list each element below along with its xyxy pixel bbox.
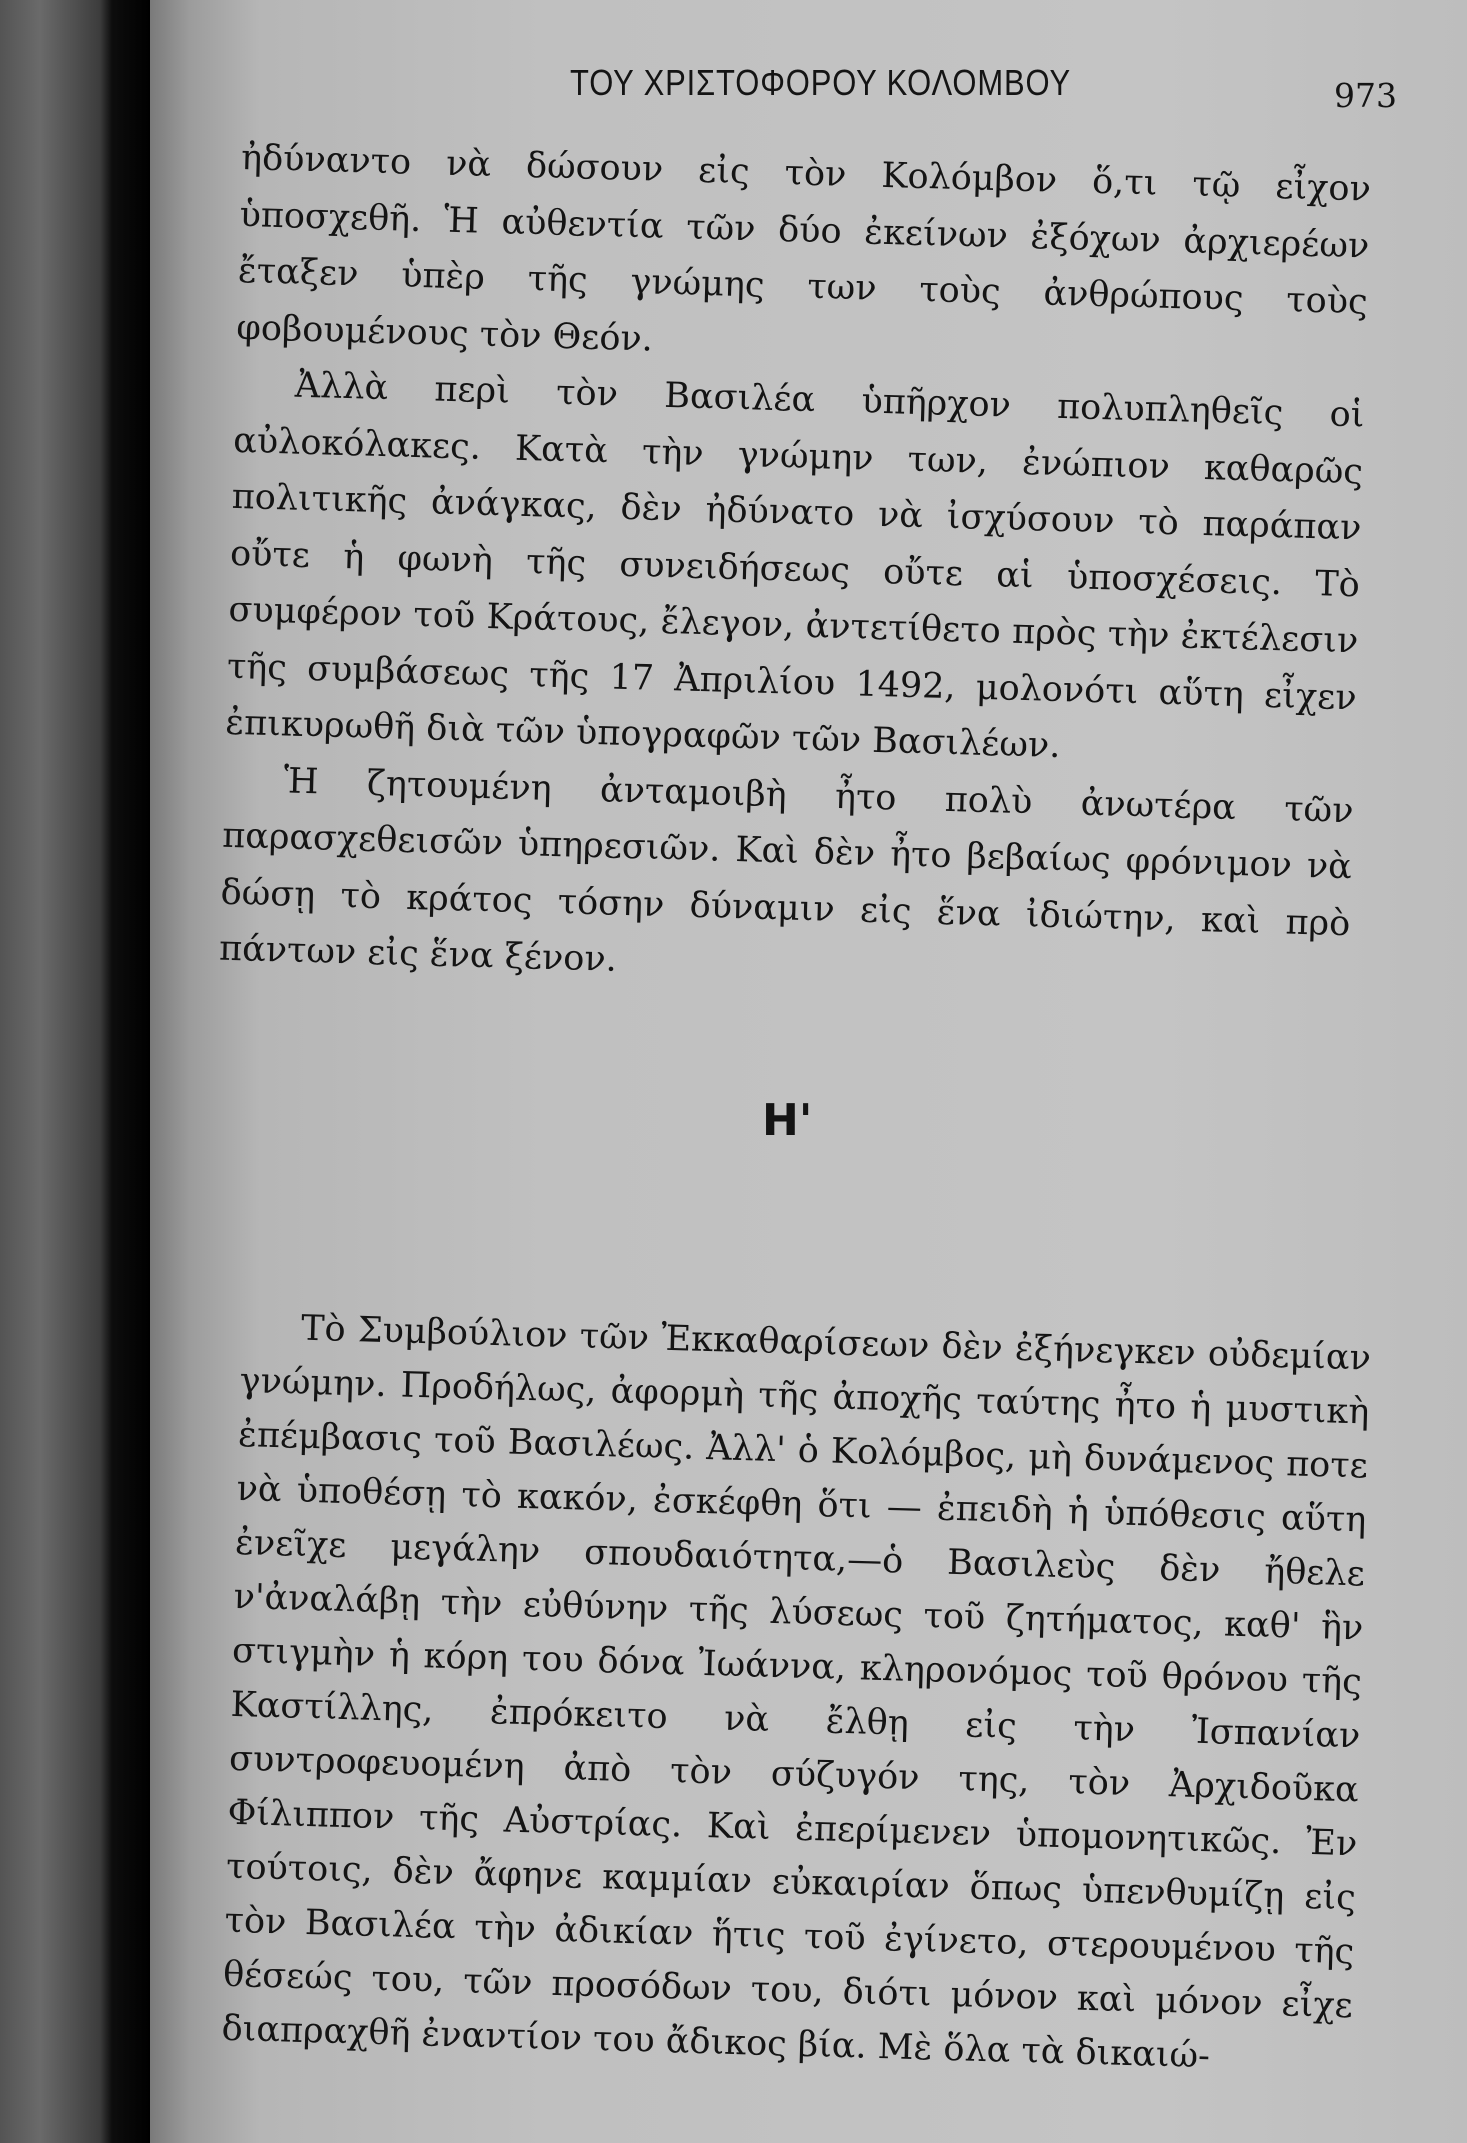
book-binding-shadow (0, 0, 150, 2143)
text-block-top (218, 130, 1371, 1009)
text-block-bottom (221, 1300, 1372, 2087)
running-head-title: ΤΟΥ ΧΡΙΣΤΟΦΟΡΟΥ ΚΟΛΟΜΒΟΥ (570, 62, 1071, 103)
paragraph: Ἡ ζητουμένη ἀνταμοιβὴ ἦτο πολὺ ἀνωτέρα τῶν παρασχεθεισῶν ὑπηρεσιῶν. Καὶ δὲν ἦτο βεβαίως φρόνιμον νὰ δώσῃ τὸ κράτος τόσην δύναμιν εἰς ἕνα ἰδιώτην, καὶ πρὸ πάντων εἰς ἕνα ξένον. (218, 760, 1354, 980)
paragraph: Τὸ Συμβούλιον τῶν Ἐκκαθαρίσεων δὲν ἐξήνεγκεν οὐδεμίαν γνώμην. Προδήλως, ἀφορμὴ τῆς ἀποχῆς ταύτης ἦτο ἡ μυστικὴ ἐπέμβασις τοῦ Βασιλέως. Ἀλλ' ὁ Κολόμβος, μὴ δυνάμενος ποτε νὰ ὑποθέσῃ τὸ κακόν, ἐσκέφθη ὅτι — ἐπειδὴ ἡ ὑπόθεσις αὕτη ἐνεῖχε μεγάλην σπουδαιότητα,—ὁ Βασιλεὺς δὲν ἤθελε ν'ἀναλάβῃ τὴν εὐθύνην τῆς λύσεως τοῦ ζητήματος, καθ' ἣν στιγμὴν ἡ κόρη του δόνα Ἰωάννα, κληρονόμος τοῦ θρόνου τῆς Καστίλλης, ἐπρόκειτο νὰ ἔλθῃ εἰς τὴν Ἰσπανίαν συντροφευομένη ἀπὸ τὸν σύζυγόν της, τὸν Ἀρχιδοῦκα Φίλιππον τῆς Αὐστρίας. Καὶ ἐπερίμενεν ὑπομονητικῶς. Ἐν τούτοις, δὲν ἄφηνε καμμίαν εὐκαιρίαν ὅπως ὑπενθυμίζῃ εἰς τὸν Βασιλέα τὴν ἀδικίαν ἥτις τοῦ ἐγίνετο, στερουμένου τῆς θέσεώς του, τῶν προσόδων του, διότι μόνον καὶ μόνον εἶχε διαπραχθῆ ἐναντίον του ἄδικος βία. Μὲ ὅλα τὰ δικαιώ- (221, 1308, 1372, 2077)
section-heading: Η' (762, 1095, 813, 1146)
book-page (150, 0, 1467, 2143)
paragraph: Ἀλλὰ περὶ τὸν Βασιλέα ὑπῆρχον πολυπληθεῖς οἱ αὐλοκόλακες. Κατὰ τὴν γνώμην των, ἐνώπιον καθαρῶς πολιτικῆς ἀνάγκας, δὲν ἠδύνατο νὰ ἰσχύσουν τὸ παράπαν οὔτε ἡ φωνὴ τῆς συνειδήσεως οὔτε αἱ ὑποσχέσεις. Τὸ συμφέρον τοῦ Κράτους, ἔλεγον, ἀντετίθετο πρὸς τὴν ἐκτέλεσιν τῆς συμβάσεως τῆς 17 Ἀπριλίου 1492, μολονότι αὕτη εἶχεν ἐπικυρωθῆ διὰ τῶν ὑπογραφῶν τῶν Βασιλέων. (224, 365, 1366, 767)
page-number: 973 (1334, 76, 1397, 115)
paragraph: ἠδύναντο νὰ δώσουν εἰς τὸν Κολόμβον ὅ,τι τῷ εἶχον ὑποσχεθῆ. Ἡ αὐθεντία τῶν δύο ἐκείνων ἐξόχων ἀρχιερέων ἔταξεν ὑπὲρ τῆς γνώμης των τοὺς ἀνθρώπους τοὺς φοβουμένους τὸν Θεόν. (235, 137, 1372, 360)
